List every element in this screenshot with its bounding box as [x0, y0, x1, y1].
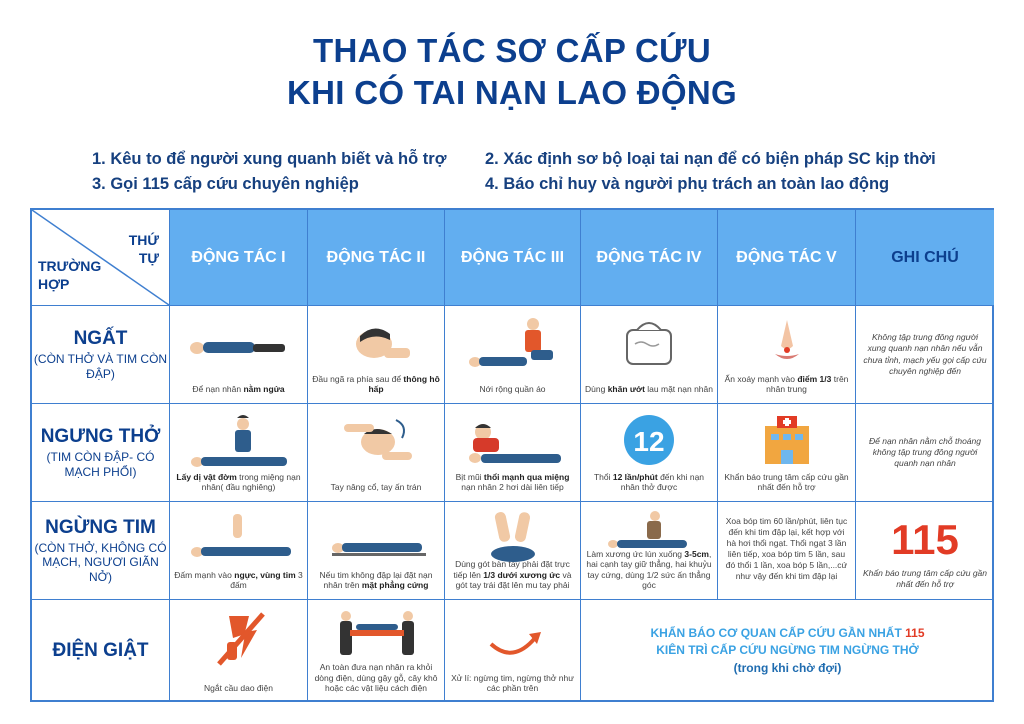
- step-2: 2. Xác định sơ bộ loại tai nạn để có biện pháp SC kịp thời: [485, 150, 936, 168]
- row3-note: [856, 502, 994, 600]
- col-header-5: ĐỘNG TÁC V: [718, 210, 856, 306]
- cpr-compression-icon: [589, 510, 709, 554]
- step-3: 3. Gọi 115 cấp cứu chuyên nghiệp: [92, 175, 359, 193]
- hands-on-chest-icon: [453, 510, 573, 566]
- row1-action5: Ấn xoáy mạnh vào điểm 1/3 trên nhân trung: [718, 306, 856, 404]
- case-name: NGƯNG THỞ: [40, 426, 161, 448]
- case-electric-shock: [32, 600, 170, 702]
- nose-icon: [727, 314, 847, 370]
- row3-action5: Xoa bóp tim 60 lần/phút, liên tục đến khi tim đập lại, kết hợp với hà hơi thổi ngạt. Thổi ngạt 3 lần liên tiếp, xoa bóp tim 5 lần, sau đó thổi 1 lần, xoa bóp 5 lần,...cứ như vậy đến khi tim đập lại: [718, 502, 856, 600]
- step-1: 1. Kêu to để người xung quanh biết và hỗ trợ: [92, 150, 447, 168]
- case-faint: [32, 306, 170, 404]
- row2-action3: Bịt mũi thổi mạnh qua miệng nạn nhân 2 hơi dài liên tiếp: [445, 404, 581, 502]
- row1-action4: Dùng khăn ướt lau mặt nạn nhân: [581, 306, 718, 404]
- chest-punch-icon: [179, 510, 299, 566]
- case-sub: (CÒN THỞ VÀ TIM CÒN ĐẬP): [33, 352, 168, 381]
- stretcher-carry-icon: [316, 608, 436, 662]
- row4-action2: An toàn đưa nạn nhân ra khỏi dòng điện, dùng gậy gỗ, cây khô hoặc các vật liệu cách điện: [308, 600, 445, 702]
- rescuer-kneeling-icon: [453, 314, 573, 374]
- mouth-to-mouth-icon: [453, 412, 573, 468]
- svg-text:12: 12: [633, 426, 665, 457]
- row3-action2: Nếu tim không đập lại đặt nạn nhân trên mặt phẳng cứng: [308, 502, 445, 600]
- row2-note: Để nạn nhân nằm chỗ thoáng không tập trung đông người quanh nạn nhân: [856, 404, 994, 502]
- row1-action2: Đầu ngã ra phía sau để thông hô hấp: [308, 306, 445, 404]
- row1-action1: Để nạn nhân nằm ngửa: [170, 306, 308, 404]
- row3-action3: Dùng gót bàn tay phải đặt trực tiếp lên 1/3 dưới xương ức và gót tay trái đặt lên mu tay phải: [445, 502, 581, 600]
- row4-action1: Ngắt cầu dao điện: [170, 600, 308, 702]
- col-header-1: ĐỘNG TÁC I: [170, 210, 308, 306]
- case-name: NGẤT: [73, 328, 128, 350]
- case-no-breath: [32, 404, 170, 502]
- row1-action3: Nới rộng quần áo: [445, 306, 581, 404]
- row2-action4: 12 Thổi 12 lần/phút đến khi nạn nhân thở được: [581, 404, 718, 502]
- corner-order-label: THỨ TỰ: [128, 232, 159, 266]
- clear-airway-icon: [179, 412, 299, 474]
- first-aid-table: [30, 208, 994, 702]
- wet-wipe-icon: [589, 314, 709, 370]
- col-header-3: ĐỘNG TÁC III: [445, 210, 581, 306]
- row1-note: Không tập trung đông người xung quanh nạn nhân nếu vẫn chưa tỉnh, mạch yếu gọi cấp cứu chuyên nghiệp đến: [856, 306, 994, 404]
- case-name: NGỪNG TIM: [45, 516, 156, 538]
- row3-action1: Đấm mạnh vào ngực, vùng tim 3 đấm: [170, 502, 308, 600]
- row2-action5: Khẩn báo trung tâm cấp cứu gần nhất đến hỗ trợ: [718, 404, 856, 502]
- hard-surface-icon: [316, 510, 436, 566]
- case-cardiac-arrest: [32, 502, 170, 600]
- corner-case-label: TRƯỜNG HỢP: [38, 258, 102, 292]
- case-name: ĐIỆN GIẬT: [52, 640, 149, 661]
- col-header-2: ĐỘNG TÁC II: [308, 210, 445, 306]
- lying-person-icon: [179, 314, 299, 364]
- hotline-115: 115: [891, 516, 959, 563]
- emergency-call-banner: KHẨN BÁO CƠ QUAN CẤP CỨU GẦN NHẤT 115 KIÊN TRÌ CẤP CỨU NGỪNG TIM NGỪNG THỞ (trong khi chờ đợi): [650, 625, 925, 675]
- case-sub: (CÒN THỞ, KHÔNG CÓ MẠCH, NGƯƠI GIÃN NỞ): [34, 540, 167, 584]
- page-title-line1: THAO TÁC SƠ CẤP CỨU: [313, 32, 711, 69]
- hospital-icon: [727, 412, 847, 468]
- row3-action4: Làm xương ức lún xuống 3-5cm, hai cạnh tay giữ thẳng, hai khuỷu tay cứng, dùng 1/2 sức ấn thẳng góc: [581, 502, 718, 600]
- power-off-icon: [179, 608, 299, 670]
- page-title-line2: KHI CÓ TAI NẠN LAO ĐỘNG: [287, 74, 737, 111]
- repeat-arrow-icon: [453, 608, 573, 662]
- row2-action2: Tay nâng cổ, tay ấn trán: [308, 404, 445, 502]
- col-header-4: ĐỘNG TÁC IV: [581, 210, 718, 306]
- row2-action1: Lấy dị vật đờm trong miệng nạn nhân( đầu nghiêng): [170, 404, 308, 502]
- row4-action3: Xử lí: ngừng tim, ngừng thở như các phần trên: [445, 600, 581, 702]
- step-4: 4. Báo chỉ huy và người phụ trách an toàn lao động: [485, 175, 890, 193]
- case-sub: (TIM CÒN ĐẬP- CÓ MẠCH PHỔI): [46, 450, 155, 479]
- head-tilt-icon: [316, 314, 436, 370]
- col-header-note: GHI CHÚ: [856, 210, 994, 306]
- count-12-badge: [589, 412, 709, 468]
- neck-lift-icon: [316, 412, 436, 468]
- corner-header: [32, 210, 170, 306]
- hotline-caption: Khẩn báo trung tâm cấp cứu gần nhất đến hỗ trợ: [863, 568, 987, 589]
